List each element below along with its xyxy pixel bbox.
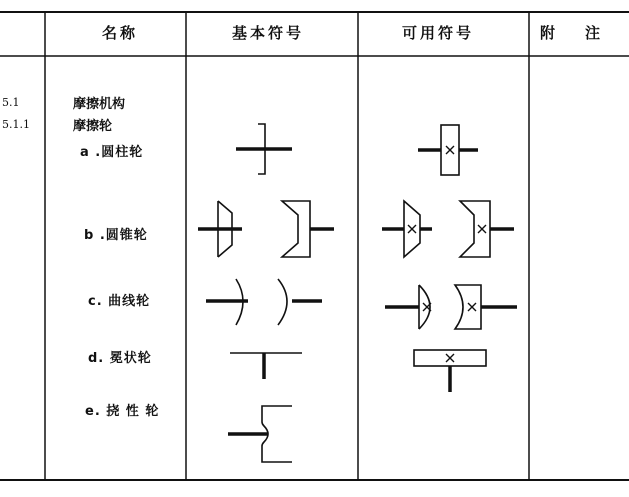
conical-friction-wheel-icon [198,199,246,261]
curved-friction-wheel-icon [274,277,324,329]
conical-friction-wheel-with-bearing-icon [382,199,434,261]
crown-friction-wheel-icon [228,351,306,381]
header-basic-symbol: 基本符号 [232,24,305,42]
header-name: 名称 [102,24,139,42]
crown-friction-wheel-with-bearing-icon [410,348,490,394]
section-title: 摩擦机构 [73,97,126,112]
row-label-curved: c. 曲线轮 [88,294,151,309]
header-note: 附 注 [540,24,601,42]
row-label-flexible: e. 挠 性 轮 [85,404,160,419]
cylindrical-friction-wheel-icon [236,122,296,178]
row-label-cylindrical: a .圆柱轮 [80,145,144,160]
row-label-conical: b .圆锥轮 [84,228,148,243]
conical-friction-wheel-with-bearing-icon [458,199,516,261]
flexible-friction-wheel-icon [228,404,298,466]
section-number: 5.1.1 [2,118,30,131]
row-label-crown: d. 冕状轮 [88,351,152,366]
conical-friction-wheel-icon [280,199,336,261]
curved-friction-wheel-with-bearing-icon [385,283,441,335]
cylindrical-friction-wheel-with-bearing-icon [418,123,480,177]
curved-friction-wheel-with-bearing-icon [451,283,519,335]
section-number: 5.1 [2,96,20,109]
section-title: 摩擦轮 [73,119,113,134]
header-alternative-symbol: 可用符号 [402,24,475,42]
curved-friction-wheel-icon [206,277,256,329]
